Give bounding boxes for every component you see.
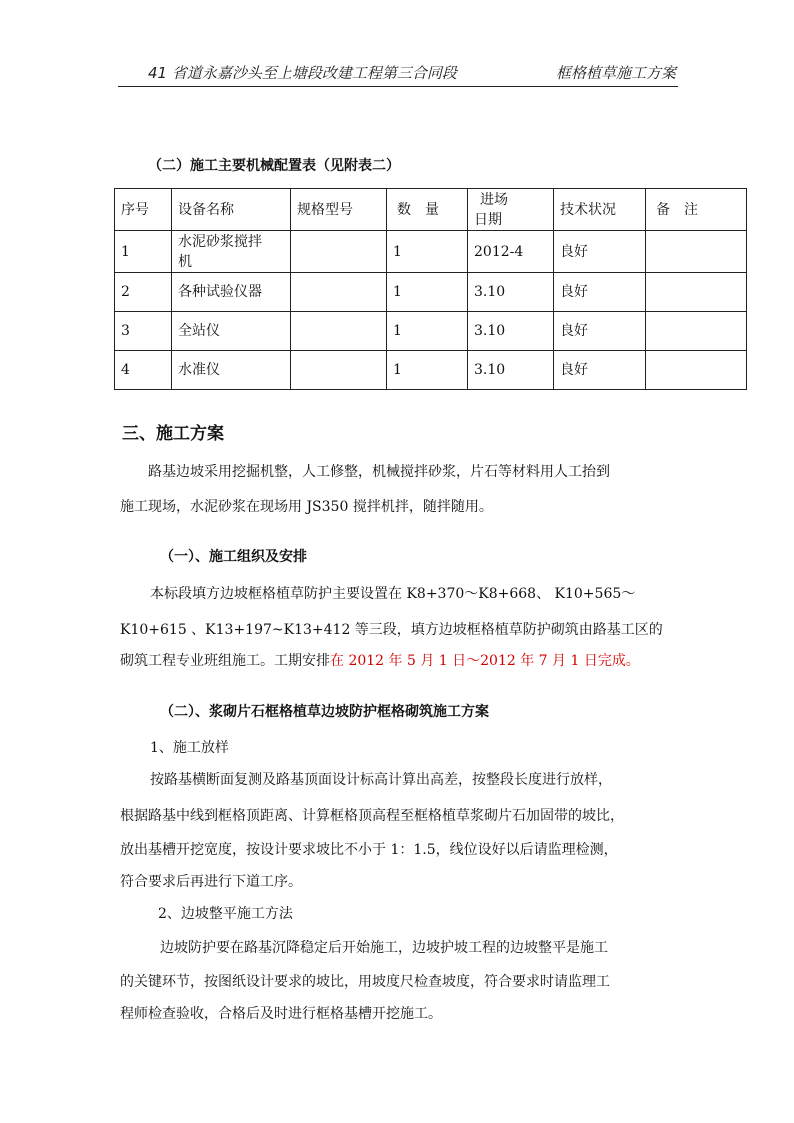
item1-line-4: 符合要求后再进行下道工序。 (120, 874, 302, 890)
header-cell-status: 技术状况 (554, 189, 646, 231)
intro-line-2: 施工现场，水泥砂浆在现场用 JS350 搅拌机拌，随拌随用。 (120, 499, 493, 515)
item1-line-2: 根据路基中线到框格顶距离、计算框格顶高程至框格植草浆砌片石加固带的坡比， (120, 808, 624, 824)
item-2-title: 2、边坡整平施工方法 (158, 906, 293, 922)
cell-no: 1 (115, 231, 172, 273)
item1-line-3: 放出基槽开挖宽度，按设计要求坡比不小于 1：1.5，线位设好以后请监理检测， (120, 842, 618, 858)
cell-status: 良好 (554, 273, 646, 312)
cell-name: 全站仪 (172, 312, 291, 351)
cell-name: 水准仪 (172, 351, 291, 390)
cell-note (646, 351, 747, 390)
cell-name (172, 231, 291, 273)
sub1-line-3-text: 砌筑工程专业班组施工。工期安排 (120, 653, 330, 669)
sub1-line-2: K10+615 、K13+197~K13+412 等三段，填方边坡框格植草防护砌筑由路基工区的 (120, 622, 663, 638)
cell-spec (291, 273, 387, 312)
cell-name-line1: 水泥砂浆搅拌 (178, 233, 262, 250)
header-cell-date (468, 189, 554, 231)
header-cell-no: 序号 (115, 189, 172, 231)
cell-no: 2 (115, 273, 172, 312)
header-date-line2: 日期 (474, 211, 502, 228)
cell-note (646, 312, 747, 351)
cell-note (646, 273, 747, 312)
table-row (115, 312, 747, 351)
cell-spec (291, 231, 387, 273)
subsection-2-title: （二）、浆砌片石框格植草边坡防护框格砌筑施工方案 (160, 704, 489, 720)
item-1-title: 1、施工放样 (150, 740, 229, 756)
cell-spec (291, 351, 387, 390)
item2-line-3: 程师检查验收，合格后及时进行框格基槽开挖施工。 (120, 1006, 442, 1022)
cell-qty: 1 (387, 231, 468, 273)
header-project-name: 41 省道永嘉沙头至上塘段改建工程第三合同段 (148, 64, 457, 82)
table-header-row (115, 189, 747, 231)
cell-status: 良好 (554, 351, 646, 390)
cell-status: 良好 (554, 312, 646, 351)
header-cell-qty: 数 量 (387, 189, 468, 231)
cell-qty: 1 (387, 312, 468, 351)
cell-date: 3.10 (468, 312, 554, 351)
cell-name: 各种试验仪器 (172, 273, 291, 312)
cell-qty: 1 (387, 351, 468, 390)
completion-date-text: 在 2012 年 5 月 1 日～2012 年 7 月 1 日完成。 (330, 653, 640, 669)
sub1-line-1: 本标段填方边坡框格植草防护主要设置在 K8+370～K8+668、 K10+565～ (150, 586, 636, 602)
cell-spec (291, 312, 387, 351)
cell-name-line2: 机 (178, 253, 192, 270)
header-date-line1: 进场 (480, 191, 508, 208)
cell-note (646, 231, 747, 273)
item2-line-1: 边坡防护要在路基沉降稳定后开始施工，边坡护坡工程的边坡整平是施工 (160, 940, 608, 956)
header-document-title: 框格植草施工方案 (555, 64, 676, 82)
cell-no: 3 (115, 312, 172, 351)
header-cell-spec: 规格型号 (291, 189, 387, 231)
cell-status: 良好 (554, 231, 646, 273)
table-row (115, 273, 747, 312)
intro-line-1: 路基边坡采用挖掘机整，人工修整，机械搅拌砂浆，片石等材料用人工抬到 (148, 464, 610, 480)
header-cell-note: 备 注 (646, 189, 747, 231)
cell-date: 3.10 (468, 273, 554, 312)
subsection-1-title: （一）、施工组织及安排 (160, 549, 307, 565)
table-row (115, 231, 747, 273)
table-row (115, 351, 747, 390)
table-title: （二）施工主要机械配置表（见附表二） (148, 158, 400, 174)
sub1-line-3 (120, 651, 640, 671)
cell-qty: 1 (387, 273, 468, 312)
item1-line-1: 按路基横断面复测及路基顶面设计标高计算出高差，按整段长度进行放样， (150, 772, 612, 788)
item2-line-2: 的关键环节，按图纸设计要求的坡比，用坡度尺检查坡度，符合要求时请监理工 (120, 974, 610, 990)
header-cell-name: 设备名称 (172, 189, 291, 231)
page-header (118, 58, 678, 87)
section-title: 三、施工方案 (122, 424, 224, 444)
cell-date: 3.10 (468, 351, 554, 390)
equipment-table (114, 188, 747, 390)
cell-date: 2012-4 (468, 231, 554, 273)
cell-no: 4 (115, 351, 172, 390)
